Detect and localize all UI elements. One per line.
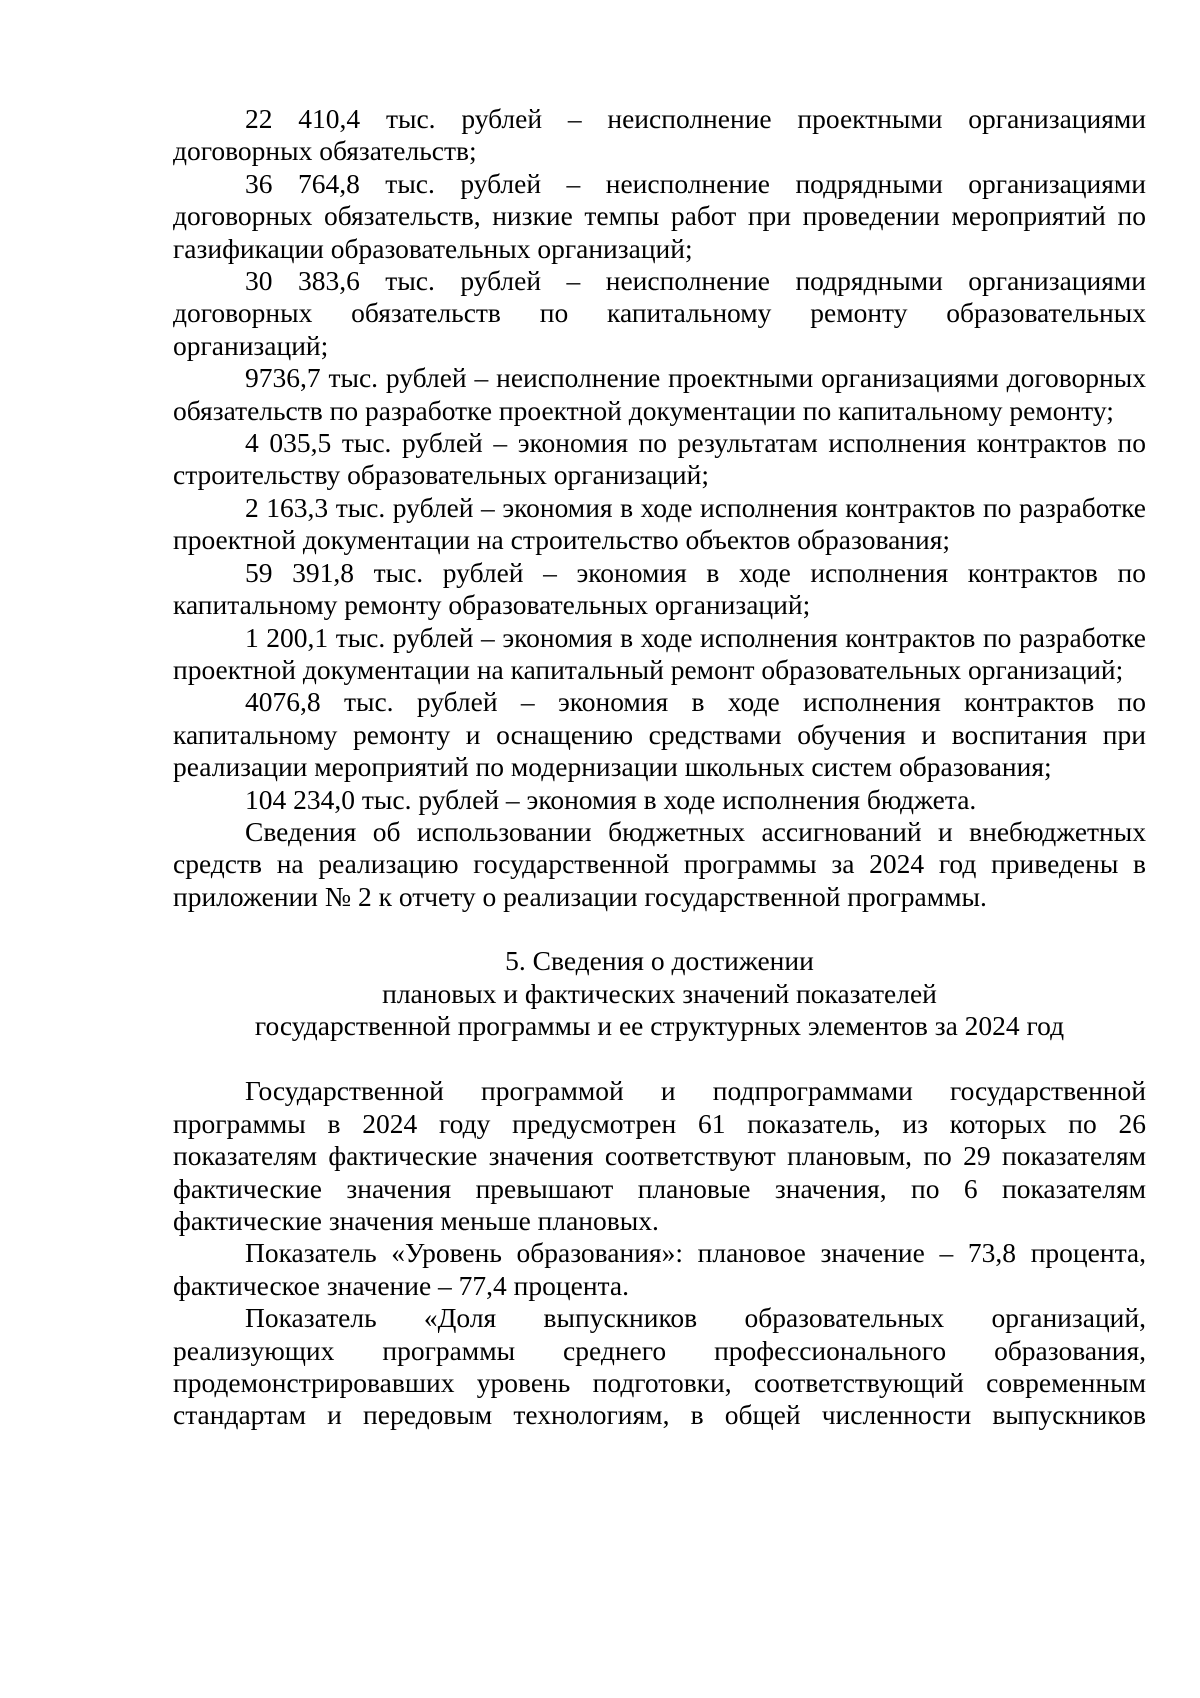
- paragraph-graduates-indicator: Показатель «Доля выпускников образовательных организаций, реализующих программы среднего профессионального образования, продемонстрировавших уровень подготовки, соответствующий современным стандартам и передовым технологиям, в общей численности выпускников: [173, 1302, 1146, 1431]
- paragraph-education-level-indicator: Показатель «Уровень образования»: плановое значение – 73,8 процента, фактическое значение – 77,4 процента.: [173, 1237, 1146, 1301]
- paragraph-indicators-summary: Государственной программой и подпрограммами государственной программы в 2024 году предусмотрен 61 показатель, из которых по 26 показателям фактические значения соответствуют плановым, по 29 показателям фактические значения превышают плановые значения, по 6 показателям фактические значения меньше плановых.: [173, 1075, 1146, 1236]
- paragraph-design-docs-nonperformance: 9736,7 тыс. рублей – неисполнение проектными организациями договорных обязательств по разработке проектной документации по капитальному ремонту;: [173, 362, 1146, 426]
- paragraph-modernization-savings: 4076,8 тыс. рублей – экономия в ходе исполнения контрактов по капитальному ремонту и оснащению средствами обучения и воспитания при реализации мероприятий по модернизации школьных систем образования;: [173, 686, 1146, 783]
- paragraph-design-construction-savings: 2 163,3 тыс. рублей – экономия в ходе исполнения контрактов по разработке проектной документации на строительство объектов образования;: [173, 491, 1146, 556]
- paragraph-design-repair-savings: 1 200,1 тыс. рублей – экономия в ходе исполнения контрактов по разработке проектной документации на капитальный ремонт образовательных организаций;: [173, 621, 1146, 685]
- section-heading-line-1: 5. Сведения о достижении: [505, 945, 814, 977]
- paragraph-construction-savings: 4 035,5 тыс. рублей – экономия по результатам исполнения контрактов по строительству образовательных организаций;: [173, 427, 1146, 491]
- paragraph-appendix-reference: Сведения об использовании бюджетных ассигнований и внебюджетных средств на реализацию государственной программы за 2024 год приведены в приложении № 2 к отчету о реализации государственной программы.: [173, 815, 1146, 912]
- paragraph-repair-nonperformance: 30 383,6 тыс. рублей – неисполнение подрядными организациями договорных обязательств по капитальному ремонту образовательных организаций;: [173, 265, 1146, 361]
- section-heading-line-2: плановых и фактических значений показателей: [382, 977, 937, 1009]
- paragraph-budget-savings: 104 234,0 тыс. рублей – экономия в ходе исполнения бюджета.: [245, 783, 977, 815]
- section-heading-line-3: государственной программы и ее структурных элементов за 2024 год: [254, 1009, 1065, 1041]
- document-page: [173, 103, 1146, 1432]
- paragraph-design-nonperformance: 22 410,4 тыс. рублей – неисполнение проектными организациями договорных обязательств;: [173, 103, 1146, 167]
- section-heading: [173, 945, 1146, 1042]
- paragraph-repair-savings: 59 391,8 тыс. рублей – экономия в ходе исполнения контрактов по капитальному ремонту образовательных организаций;: [173, 556, 1146, 621]
- paragraph-gasification-nonperformance: 36 764,8 тыс. рублей – неисполнение подрядными организациями договорных обязательств, низкие темпы работ при проведении мероприятий по газификации образовательных организаций;: [173, 167, 1146, 264]
